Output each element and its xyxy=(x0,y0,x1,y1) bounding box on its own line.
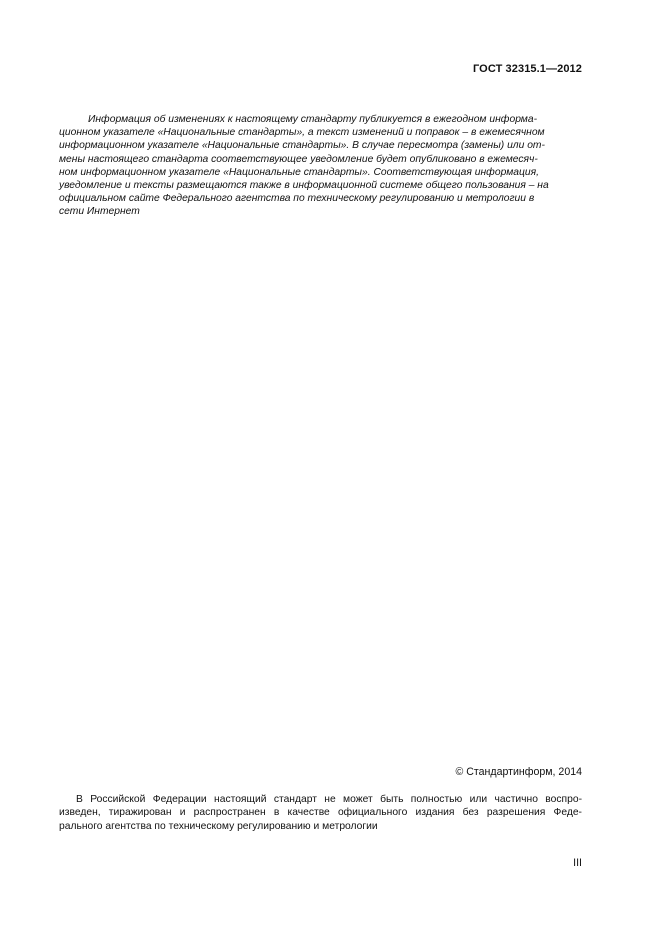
notice-line: сети Интернет xyxy=(59,206,140,218)
notice-line: ционном указателе «Национальные стандарты», а текст изменений и поправок – в ежемесячном xyxy=(59,127,545,139)
legal-line: рального агентства по техническому регулированию и метрологии xyxy=(59,820,378,832)
notice-line: официальном сайте Федерального агентства по техническому регулированию и метрологии в xyxy=(59,193,535,205)
copyright-notice: © Стандартинформ, 2014 xyxy=(455,766,582,778)
page-number: III xyxy=(573,857,582,869)
legal-line: изведен, тиражирован и распространен в качестве официального издания без разрешения Феде- xyxy=(59,807,582,819)
notice-line: Информация об изменениях к настоящему стандарту публикуется в ежегодном информа- xyxy=(88,114,538,125)
notice-line: ном информационном указателе «Национальные стандарты». Соответствующая информация, xyxy=(59,166,539,178)
reproduction-restriction xyxy=(59,793,582,833)
notice-line: мены настоящего стандарта соответствующее уведомление будет опубликовано в ежемесяч- xyxy=(59,153,538,165)
amendments-notice xyxy=(59,113,591,219)
standard-code: ГОСТ 32315.1—2012 xyxy=(472,63,582,75)
legal-line: В Российской Федерации настоящий стандарт не может быть полностью или частично воспро- xyxy=(76,794,582,805)
notice-line: информационном указателе «Национальные стандарты». В случае пересмотра (замены) или от- xyxy=(59,140,545,152)
notice-line: уведомление и тексты размещаются также в информационной системе общего пользования – на xyxy=(59,180,549,192)
